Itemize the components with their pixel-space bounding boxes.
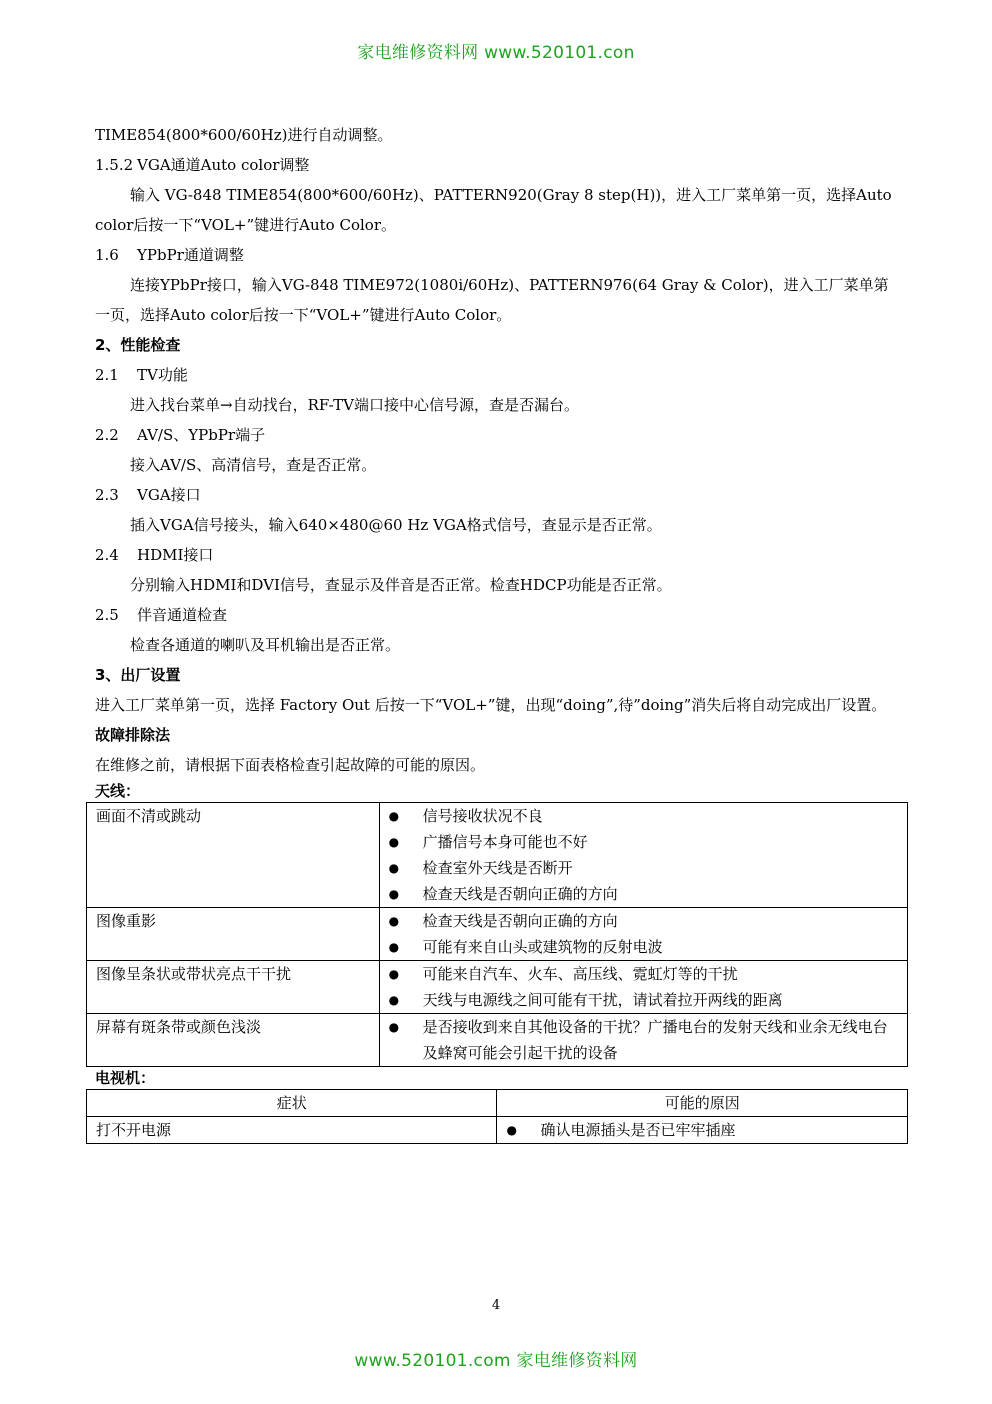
cause-text: 广播信号本身可能也不好 xyxy=(422,833,588,851)
symptom-cell: 图像重影 xyxy=(87,908,380,961)
document-body xyxy=(95,120,900,1144)
cause-text: 检查天线是否朝向正确的方向 xyxy=(422,912,618,930)
section-number: 2.3 xyxy=(95,486,119,504)
section-title: VGA通道Auto color调整 xyxy=(137,156,310,174)
section-number: 2.1 xyxy=(95,366,119,384)
list-item xyxy=(389,987,898,1013)
causes-cell xyxy=(379,803,907,908)
bullet-icon: ● xyxy=(388,835,400,849)
list-item xyxy=(389,881,898,907)
cause-text: 检查室外天线是否断开 xyxy=(422,859,573,877)
causes-cell xyxy=(379,1014,907,1067)
table-row xyxy=(87,803,908,908)
bullet-icon: ● xyxy=(388,861,400,875)
section-heading-2-5 xyxy=(95,600,900,630)
section-number: 2.2 xyxy=(95,426,119,444)
section-heading-1-6 xyxy=(95,240,900,270)
tv-table-label: 电视机： xyxy=(95,1069,156,1087)
symptom-cell: 打不开电源 xyxy=(87,1117,497,1144)
paragraph: 输入 VG-848 TIME854(800*600/60Hz)、PATTERN920(Gray 8 step(H))，进入工厂菜单第一页，选择Auto color后按一下“VOL+”键进行Auto Color。 xyxy=(95,186,892,234)
cause-text: 确认电源插头是否已牢牢插座 xyxy=(540,1121,736,1139)
symptom-cell: 画面不清或跳动 xyxy=(87,803,380,908)
table-header-row xyxy=(87,1090,908,1117)
bullet-icon: ● xyxy=(388,1020,400,1034)
cause-text: 检查天线是否朝向正确的方向 xyxy=(422,885,618,903)
section-heading-3: 3、出厂设置 xyxy=(95,666,181,684)
page-header-watermark: 家电维修资料网 www.520101.con xyxy=(357,43,635,63)
bullet-icon: ● xyxy=(388,809,400,823)
causes-cell xyxy=(379,961,907,1014)
antenna-table xyxy=(86,802,908,1067)
troubleshooting-intro: 在维修之前，请根据下面表格检查引起故障的可能的原因。 xyxy=(95,756,486,774)
section-heading-2-1 xyxy=(95,360,900,390)
text-line: TIME854(800*600/60Hz)进行自动调整。 xyxy=(95,126,393,144)
symptom-cell: 屏幕有斑条带或颜色浅淡 xyxy=(87,1014,380,1067)
cause-text: 天线与电源线之间可能有干扰，请试着拉开两线的距离 xyxy=(422,991,783,1009)
cause-text: 可能有来自山头或建筑物的反射电波 xyxy=(422,938,663,956)
list-item xyxy=(389,1014,898,1066)
list-item xyxy=(389,934,898,960)
section-heading-2: 2、性能检查 xyxy=(95,336,181,354)
antenna-table-label: 天线： xyxy=(95,782,141,800)
list-item xyxy=(389,829,898,855)
bullet-icon: ● xyxy=(388,993,400,1007)
paragraph: 连接YPbPr接口，输入VG-848 TIME972(1080i/60Hz)、PATTERN976(64 Gray & Color)，进入工厂菜单第一页，选择Auto color后按一下“VOL+”键进行Auto Color。 xyxy=(95,276,889,324)
tv-table xyxy=(86,1089,908,1144)
section-heading-2-3 xyxy=(95,480,900,510)
bullet-icon: ● xyxy=(388,940,400,954)
section-number: 2.5 xyxy=(95,606,119,624)
cause-text: 信号接收状况不良 xyxy=(422,807,543,825)
bullet-icon: ● xyxy=(506,1123,517,1137)
cause-cell xyxy=(497,1117,908,1144)
section-title: AV/S、YPbPr端子 xyxy=(137,426,266,444)
list-item xyxy=(506,1117,898,1143)
section-heading-2-2 xyxy=(95,420,900,450)
section-number: 1.5.2 xyxy=(95,156,134,174)
symptom-cell: 图像呈条状或带状亮点干干扰 xyxy=(87,961,380,1014)
cause-text: 是否接收到来自其他设备的干扰？广播电台的发射天线和业余无线电台及蜂窝可能会引起干扰的设备 xyxy=(422,1018,888,1062)
table-row xyxy=(87,1117,908,1144)
page-footer-watermark: www.520101.com 家电维修资料网 xyxy=(354,1351,638,1371)
section-title: VGA接口 xyxy=(137,486,201,504)
section-title: YPbPr通道调整 xyxy=(137,246,244,264)
paragraph: 接入AV/S、高清信号，查是否正常。 xyxy=(130,456,377,474)
paragraph: 进入工厂菜单第一页，选择 Factory Out 后按一下“VOL+”键，出现“doing”,待”doing”消失后将自动完成出厂设置。 xyxy=(95,696,887,714)
section-title: HDMI接口 xyxy=(137,546,214,564)
section-heading-1-5-2 xyxy=(95,150,900,180)
column-header-symptom: 症状 xyxy=(87,1090,497,1117)
table-row xyxy=(87,961,908,1014)
list-item xyxy=(389,855,898,881)
list-item xyxy=(389,961,898,987)
cause-text: 可能来自汽车、火车、高压线、霓虹灯等的干扰 xyxy=(422,965,738,983)
column-header-cause: 可能的原因 xyxy=(497,1090,908,1117)
troubleshooting-title: 故障排除法 xyxy=(95,726,171,744)
section-number: 1.6 xyxy=(95,246,119,264)
bullet-icon: ● xyxy=(388,914,400,928)
paragraph: 分别输入HDMI和DVI信号，查显示及伴音是否正常。检查HDCP功能是否正常。 xyxy=(130,576,672,594)
list-item xyxy=(389,908,898,934)
causes-cell xyxy=(379,908,907,961)
paragraph: 进入找台菜单→自动找台，RF-TV端口接中心信号源，查是否漏台。 xyxy=(130,396,579,414)
table-row xyxy=(87,1014,908,1067)
bullet-icon: ● xyxy=(388,967,400,981)
bullet-icon: ● xyxy=(388,887,400,901)
section-number: 2.4 xyxy=(95,546,119,564)
page-number: 4 xyxy=(491,1298,501,1313)
paragraph: 插入VGA信号接头，输入640×480@60 Hz VGA格式信号，查显示是否正常。 xyxy=(130,516,662,534)
paragraph: 检查各通道的喇叭及耳机输出是否正常。 xyxy=(130,636,401,654)
section-title: 伴音通道检查 xyxy=(137,606,228,624)
list-item xyxy=(389,803,898,829)
table-row xyxy=(87,908,908,961)
section-title: TV功能 xyxy=(137,366,188,384)
section-heading-2-4 xyxy=(95,540,900,570)
